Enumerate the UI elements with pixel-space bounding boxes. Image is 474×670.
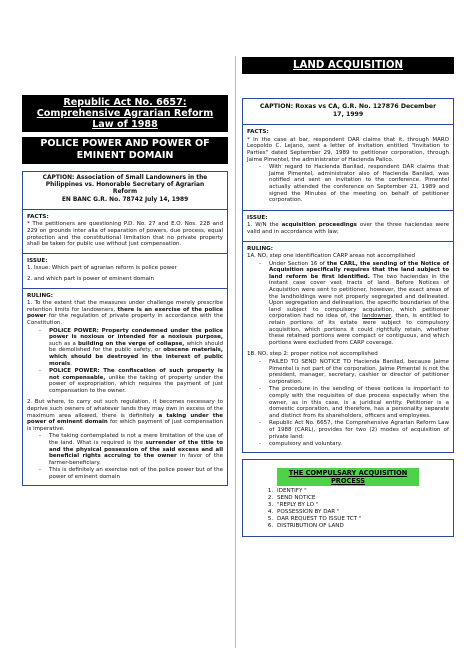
facts-heading: FACTS:: [27, 213, 49, 220]
ruling-paragraph: 2. But where, to carry out such regulation, it becomes necessary to deprive such owners of whatever lands they may own in excess of the maximum area allowed, there is definitely a taking under the power of eminent domain for which payment of just compensation is imperative.: [27, 399, 223, 432]
separator: [243, 124, 453, 125]
ruling-dash-list: [39, 328, 223, 395]
caption-line: Reform: [112, 189, 138, 196]
ruling-heading: RULING:: [27, 292, 54, 299]
ruling-dash-list: [259, 261, 449, 347]
acquisition-process-box: [242, 459, 454, 537]
process-step: 1. IDENTIFY ": [275, 488, 449, 495]
ruling-paragraph: 1A. NO, step one identification CARP areas not accomplished: [247, 253, 415, 260]
case-box-association: [22, 171, 228, 486]
police-power-title: POLICE POWER AND POWER OF EMINENT DOMAIN: [22, 137, 228, 164]
list-item: - POLICE POWER: The confiscation of such property is not compensable, unlike the taking of property under the power of expropriation, which requires the payment of just compensation to the owner.: [39, 368, 223, 394]
separator: [23, 253, 227, 254]
case-box-roxas: [242, 98, 454, 453]
right-column: [242, 57, 454, 537]
case-caption: [23, 172, 227, 207]
process-steps: [275, 488, 449, 530]
caption-line: CAPTION: Association of Small Landowners in the: [42, 175, 208, 181]
issue-section: [23, 256, 227, 286]
left-column: [22, 95, 228, 486]
process-step: 2. SEND NOTICE: [275, 495, 449, 502]
ruling-heading: RULING:: [247, 245, 274, 252]
separator: [243, 241, 453, 242]
list-item: - compulsory and voluntary.: [259, 441, 449, 448]
ruling-paragraph: 1. To the extent that the measures under challenge merely prescribe retention limits for landowners, there is an exercise of the police power for the regulation of private property in accordance with the Constitution.: [27, 300, 223, 326]
facts-section: [243, 127, 453, 208]
ruling-section: [243, 244, 453, 452]
facts-heading: FACTS:: [247, 129, 269, 136]
issue-item: 1. Issue: Which part of agrarian reform is police power: [27, 265, 177, 272]
process-step: 5. DAR REQUEST TO ISSUE TCT ": [275, 516, 449, 523]
issue-item: 1. W/N the acquisition proceedings over the three haciendas were valid and in accordance with law;: [247, 222, 449, 235]
case-caption: [243, 99, 453, 122]
list-item: - Under Section 16 of the CARL, the sending of the Notice of Acquisition specifically requires that the land subject to land reform be first identified. The two haciendas in the instant case cover vast tracts of land. Before Notices of Acquisition were sent to petitioner, however, the exact areas of the landholdings were not properly segregated and delineated. Upon segregation and delineation, the specific boundaries of the land subject to compulsory acquisition, which petitioner corporation had no idea of, the landowner, then, is entitled to retain portions of its estate were subject to compulsory acquisition, which portions it could rightfully retain, whether these retained portions were compact or contiguous, and which portions were excluded from CARP coverage.: [259, 261, 449, 347]
caption-line: CAPTION: Roxas vs CA, G.R. No. 127876 December: [259, 103, 437, 110]
facts-text: * In the case at bar, respondent DAR claims that it, through MARO Leopoldo C. Lejano, sent a letter of invitation entitled "Invitation to Parties" dated September 29, 1989 to petitioner corporation, through Jaime Pimentel, the administrator of Hacienda Palico.: [247, 136, 449, 163]
list-item: - FAILED TO SEND NOTICE TO Hacienda Banilad, because Jaime Pimentel is not part of the corporation. Jaime Pimentel is not the president, manager, secretary, cashier or director of petitioner corporation.: [259, 359, 449, 385]
column-divider: [235, 56, 236, 648]
list-item: - Republic Act No. 6657, the Comprehensive Agrarian Reform Law of 1988 (CARL), provides for two (2) modes of acquisition of private land:: [259, 420, 449, 440]
facts-text: * The petitioners are questioning P.D. No. 27 and E.O. Nos. 228 and 229 on grounds inter alia of separation of powers, due process, equal protection and the constitutional limitation that no private property shall be taken for public use without just compensation.: [27, 221, 223, 248]
land-acquisition-title: LAND ACQUISITION: [242, 57, 454, 74]
issue-heading: ISSUE:: [247, 214, 268, 221]
list-item: - With regard to Hacienda Banilad, respondent DAR claims that Jaime Pimentel, administrator also of Hacienda Banilad, was notified and sent an invitation to the conference. Pimentel actually attended the conference on September 21, 1989 and signed the Minutes of the meeting on behalf of petitioner corporation.: [259, 164, 449, 204]
ruling-section: [23, 291, 227, 485]
facts-dash-list: [259, 164, 449, 204]
ra-title: Republic Act No. 6657: Comprehensive Agrarian Reform Law of 1988: [22, 95, 228, 132]
list-item: - The procedure in the sending of these notices is important to comply with the requisites of due process especially when the owner, as in this case, is a juridical entity. Petitioner is a domestic corporation, and therefore, has a personality separate and distinct from its shareholders, officers and employees.: [259, 386, 449, 419]
list-item: - This is definitely an exercise not of the police power but of the power of eminent domain: [39, 467, 223, 480]
list-item: - POLICE POWER: Property condemned under the police power is noxious or intended for a noxious purpose, such as a building on the verge of collapse, which should be demolished for the public safety, or obscene materials, which should be destroyed in the interest of public morals.: [39, 328, 223, 368]
separator: [23, 209, 227, 210]
process-step: 4. POSSESSION BY DAR ": [275, 509, 449, 516]
ruling-dash-list: [39, 433, 223, 480]
separator: [23, 288, 227, 289]
separator: [243, 210, 453, 211]
process-step: 6. DISTRIBUTION OF LAND: [275, 523, 449, 530]
ruling-paragraph: 1B. NO, step 2: proper notice not accomplished: [247, 351, 378, 358]
caption-line: EN BANC G.R. No. 78742 July 14, 1989: [61, 196, 189, 203]
caption-line: Philippines vs. Honorable Secretary of Agrarian: [45, 182, 205, 189]
list-item: - The taking contemplated is not a mere limitation of the use of the land. What is required is the surrender of the title to and the physical possession of the said excess and all beneficial rights accruing to the owner in favor of the farmer-beneficiary.: [39, 433, 223, 466]
caption-line: 17, 1999: [332, 110, 364, 118]
issue-section: [243, 213, 453, 239]
issue-heading: ISSUE:: [27, 257, 48, 264]
facts-section: [23, 212, 227, 251]
issue-item: 2. and which part is power of eminent domain: [27, 275, 154, 282]
process-step: 3. "REPLY BY LO ": [275, 502, 449, 509]
process-title: THE COMPULSARY ACQUISITION PROCESS: [277, 468, 419, 486]
ruling-dash-list: [259, 359, 449, 448]
